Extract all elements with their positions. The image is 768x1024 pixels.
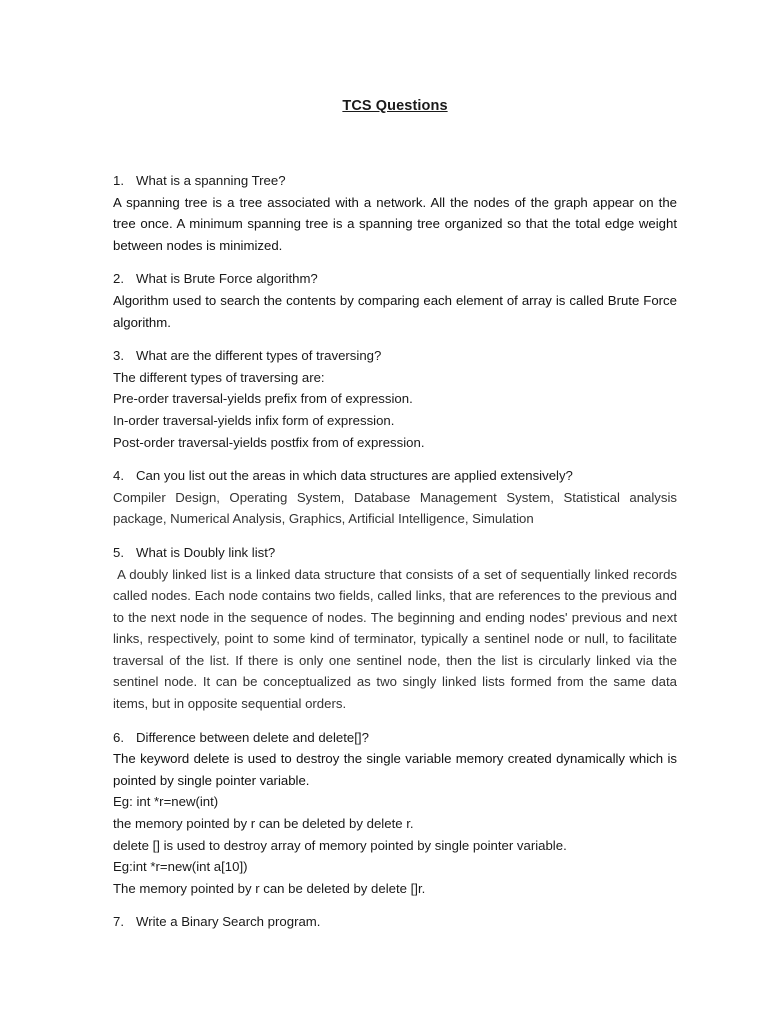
question-text: What is Brute Force algorithm? [136,271,318,287]
question-text: What is a spanning Tree? [136,173,286,188]
question-heading [113,170,677,192]
question-number: 4. [113,468,124,484]
answer-line: The different types of traversing are: [113,369,325,385]
question-block-4 [113,465,677,530]
answer-paragraph: Compiler Design, Operating System, Database Management System, Statistical analysis package, Numerical Analysis, Graphics, Artificial Intelligence, Simulation [113,489,677,527]
question-text: Write a Binary Search program. [136,914,321,930]
answer-line: The memory pointed by r can be deleted by delete []r. [113,880,426,896]
question-block-3 [113,345,677,453]
answer-paragraph: Algorithm used to search the contents by comparing each element of array is called Brute Force algorithm. [113,292,677,330]
question-number: 7. [113,914,124,930]
question-block-6 [113,727,677,900]
question-block-5 [113,542,681,715]
question-number: 5. [113,544,124,560]
question-heading [113,542,677,564]
question-heading [113,911,677,933]
question-heading [113,465,677,487]
question-heading [113,345,677,367]
answer-line: Pre-order traversal-yields prefix from of expression. [113,391,413,407]
answer-line: Post-order traversal-yields postfix from of expression. [113,434,425,450]
question-block-2 [113,268,677,333]
page-title: TCS Questions [342,98,448,114]
question-text: Difference between delete and delete[]? [136,729,369,745]
answer-paragraph: A doubly linked list is a linked data structure that consists of a set of sequentially linked records called nodes. Each node contains two fields, called links, that are references to the previous and to the next node in the sequence of nodes. The beginning and ending nodes' previous and next links, respectively, point to some kind of terminator, typically a sentinel node or null, to facilitate traversal of the list. If there is only one sentinel node, then the list is circularly linked via the sentinel node. It can be conceptualized as two singly linked lists formed from the same data items, but in opposite sequential orders. [113,566,681,712]
answer-line: In-order traversal-yields infix form of expression. [113,412,395,428]
question-heading [113,727,677,749]
question-number: 6. [113,729,124,745]
answer-line: delete [] is used to destroy array of memory pointed by single pointer variable. [113,837,567,853]
answer-paragraph: A spanning tree is a tree associated with a network. All the nodes of the graph appear on the tree once. A minimum spanning tree is a spanning tree organized so that the total edge weight between nodes is minimized. [113,194,677,253]
question-number: 2. [113,271,124,287]
answer-line: Eg:int *r=new(int a[10]) [113,859,248,875]
question-text: What are the different types of traversing? [136,348,382,364]
question-heading [113,268,677,290]
question-text: Can you list out the areas in which data structures are applied extensively? [136,468,573,484]
answer-line: the memory pointed by r can be deleted by delete r. [113,816,414,832]
document-page [113,96,681,945]
question-block-7 [113,911,677,933]
question-number: 1. [113,173,124,188]
answer-paragraph: The keyword delete is used to destroy the single variable memory created dynamically which is pointed by single pointer variable. [113,751,677,788]
question-number: 3. [113,348,124,364]
question-text: What is Doubly link list? [136,544,276,560]
question-block-1 [113,170,677,256]
answer-line: Eg: int *r=new(int) [113,794,219,810]
